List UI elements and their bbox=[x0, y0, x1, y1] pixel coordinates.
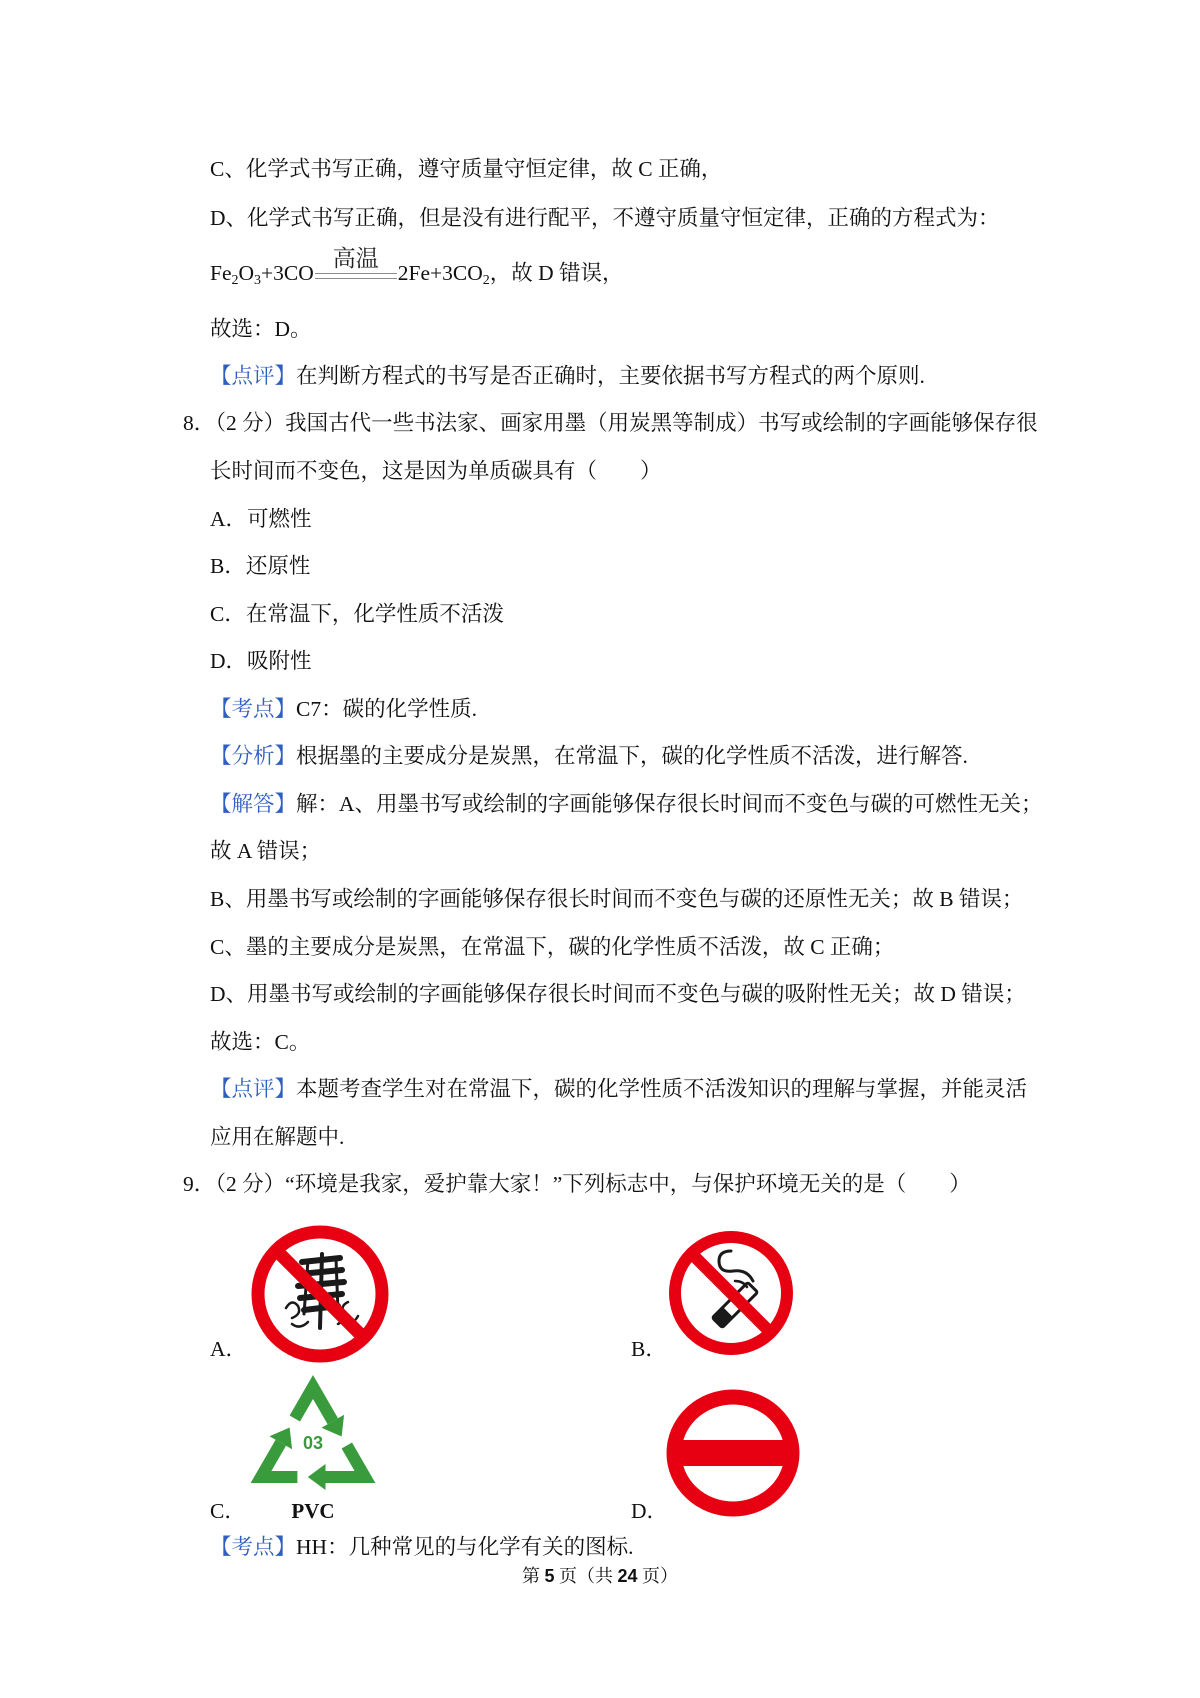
recycling-symbol-icon bbox=[249, 1371, 377, 1495]
page-number: 5 bbox=[544, 1566, 555, 1586]
dianping-line: 应用在解题中. bbox=[210, 1125, 345, 1149]
reaction-condition: 高温 bbox=[332, 246, 379, 272]
review-tag: 【点评】 bbox=[210, 364, 297, 388]
option-text: 还原性 bbox=[245, 554, 311, 578]
kaodian-tag: 【考点】 bbox=[210, 697, 297, 721]
question-score: （2 分） bbox=[215, 1172, 286, 1196]
option-label: A． bbox=[210, 507, 248, 531]
equation-product-subscript: 2 bbox=[482, 273, 490, 288]
chemical-equation bbox=[210, 246, 624, 288]
kaodian-tag: 【考点】 bbox=[210, 1535, 297, 1559]
footer-prefix: 第 bbox=[521, 1566, 545, 1586]
q7-answer: 故选：D。 bbox=[210, 317, 312, 341]
equation-reactant-tail: +3CO bbox=[261, 261, 314, 285]
jieda-tag: 【解答】 bbox=[210, 792, 297, 816]
q8-kaodian bbox=[210, 694, 477, 724]
q9-kaodian bbox=[210, 1532, 633, 1562]
q8-fenxi bbox=[210, 741, 968, 771]
q8-stem-continued: 长时间而不变色，这是因为单质碳具有（ ） bbox=[210, 459, 662, 483]
jieda-line: 故 A 错误； bbox=[210, 839, 322, 863]
kaodian-text: C7：碳的化学性质. bbox=[296, 697, 477, 721]
option-label: C． bbox=[210, 602, 246, 626]
q9-option-a-label: A． bbox=[210, 1337, 248, 1361]
q8-option-c bbox=[210, 599, 504, 629]
page-footer bbox=[0, 1563, 1200, 1589]
jieda-line: B、用墨书写或绘制的字画能够保存很长时间而不变色与碳的还原性无关；故 B 错误； bbox=[210, 887, 1024, 911]
q8-jieda bbox=[210, 789, 1043, 819]
no-firecrackers-sign-icon bbox=[250, 1224, 390, 1364]
equation-tail: ，故 D 错误， bbox=[489, 261, 624, 285]
jieda-line: 解：A、用墨书写或绘制的字画能够保存很长时间而不变色与碳的可燃性无关； bbox=[296, 792, 1043, 816]
no-smoking-sign-icon bbox=[667, 1229, 795, 1357]
question-stem-text: 我国古代一些书法家、画家用墨（用炭黑等制成）书写或绘制的字画能够保存很 bbox=[285, 411, 1038, 435]
equation-o-subscript: 3 bbox=[254, 273, 262, 288]
q7-explanation-d: D、化学式书写正确，但是没有进行配平，不遵守质量守恒定律，正确的方程式为： bbox=[210, 206, 1000, 230]
footer-suffix: 页） bbox=[637, 1566, 679, 1586]
footer-middle: 页（共 bbox=[554, 1566, 618, 1586]
q8-stem bbox=[183, 408, 1038, 438]
equation-fe-subscript: 2 bbox=[231, 273, 239, 288]
q9-option-c-label: C． bbox=[210, 1499, 246, 1523]
option-text: 可燃性 bbox=[247, 507, 312, 531]
option-text: 吸附性 bbox=[247, 649, 312, 673]
option-label: B． bbox=[210, 554, 246, 578]
q9-option-b-label: B． bbox=[631, 1337, 667, 1361]
question-number: 9． bbox=[183, 1172, 216, 1196]
option-text: 在常温下，化学性质不活泼 bbox=[245, 602, 504, 626]
q9-stem bbox=[183, 1169, 971, 1199]
q8-option-b bbox=[210, 551, 310, 581]
equation-o: O bbox=[238, 261, 255, 285]
question-number: 8． bbox=[183, 411, 216, 435]
dianping-tag: 【点评】 bbox=[210, 1077, 297, 1101]
dianping-line: 本题考查学生对在常温下，碳的化学性质不活泼知识的理解与掌握，并能灵活 bbox=[296, 1077, 1028, 1101]
q8-option-a bbox=[210, 504, 312, 534]
question-score: （2 分） bbox=[215, 411, 286, 435]
fenxi-tag: 【分析】 bbox=[210, 744, 297, 768]
fenxi-text: 根据墨的主要成分是炭黑，在常温下，碳的化学性质不活泼，进行解答. bbox=[296, 744, 968, 768]
q9-option-d-label: D． bbox=[631, 1499, 669, 1523]
option-label: D． bbox=[210, 649, 248, 673]
kaodian-text: HH：几种常见的与化学有关的图标. bbox=[296, 1535, 634, 1559]
jieda-line: 故选：C。 bbox=[210, 1030, 311, 1054]
jieda-line: D、用墨书写或绘制的字画能够保存很长时间而不变色与碳的吸附性无关；故 D 错误； bbox=[210, 982, 1026, 1006]
equation-fe: Fe bbox=[210, 261, 232, 285]
review-text: 在判断方程式的书写是否正确时，主要依据书写方程式的两个原则. bbox=[296, 364, 925, 388]
prohibition-sign-icon bbox=[665, 1389, 801, 1517]
jieda-line: C、墨的主要成分是炭黑，在常温下，碳的化学性质不活泼，故 C 正确； bbox=[210, 935, 895, 959]
equation-product: 2Fe+3CO bbox=[397, 261, 483, 285]
resin-code: 03 bbox=[302, 1433, 324, 1453]
q8-dianping bbox=[210, 1074, 1027, 1104]
reaction-condition-arrow bbox=[315, 246, 397, 279]
recycling-caption: PVC bbox=[291, 1499, 335, 1523]
page-total: 24 bbox=[617, 1566, 638, 1586]
q7-explanation-c: C、化学式书写正确，遵守质量守恒定律，故 C 正确， bbox=[210, 157, 723, 181]
q8-option-d bbox=[210, 646, 312, 676]
question-stem-text: “环境是我家，爱护靠大家！”下列标志中，与保护环境无关的是（ ） bbox=[285, 1172, 971, 1196]
q7-review bbox=[210, 361, 925, 391]
